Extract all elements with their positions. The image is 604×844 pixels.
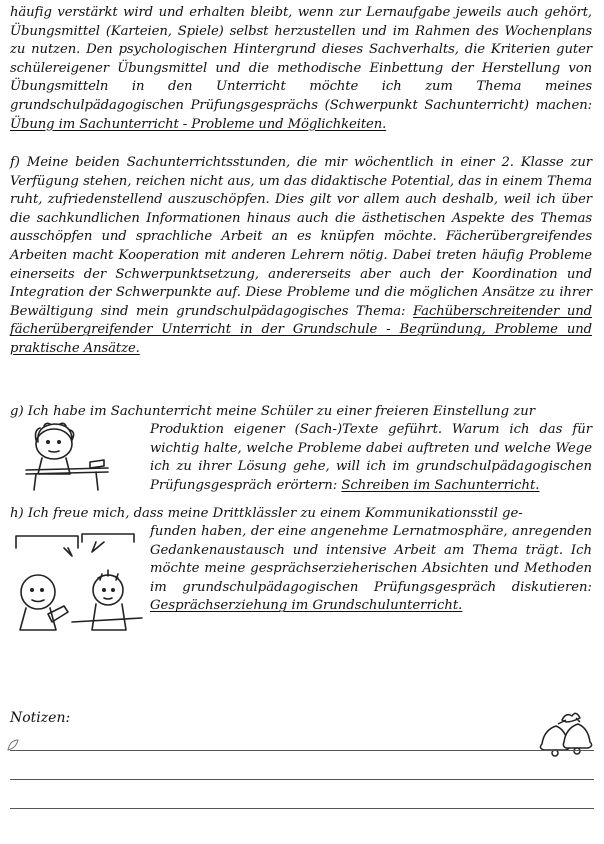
item-label: g) — [10, 404, 24, 419]
paragraph-f — [10, 154, 592, 359]
paragraph-e-continuation — [10, 4, 592, 134]
paragraph-text: Ich freue mich, dass meine Drittklässler zu einem Kommunikationsstil ge- — [27, 506, 523, 521]
paragraph-text: Ich habe im Sachunterricht meine Schüler zu einer freieren Einstellung zur — [27, 404, 536, 419]
paragraph-g-body — [150, 421, 592, 495]
bells-icon — [536, 708, 598, 768]
paragraph-text: Produktion eigener (Sach-)Texte geführt. Warum ich das für wichtig halte, welche Probleme dabei auftreten und welche Wege ich zu ihrer Lösung gehe, will ich im grundschulpädagogischen Prüfungsgespräch erörtern: — [150, 422, 592, 493]
notes-line — [10, 750, 594, 751]
notes-line — [10, 808, 594, 809]
notes-label: Notizen: — [10, 710, 71, 726]
girl-at-desk-illustration — [20, 420, 112, 492]
topic-title: Fachüberschreitender und fächerübergreifender Unterricht in der Grundschule - Begründung, Probleme und praktische Ansätze. — [10, 303, 592, 356]
paragraph-text: häufig verstärkt wird und erhalten bleibt, wenn zur Lernaufgabe jeweils auch gehört, Übungsmittel (Karteien, Spiele) selbst herzustellen und im Rahmen des Wochenplans zu nutzen. Den psychologischen Hintergrund dieses Sachverhalts, die Kriterien guter schülereigener Übungsmittel und die methodische Einbettung der Herstellung von Übungsmitteln in den Unterricht möchte ich zum Thema meines grundschulpädagogischen Prüfungsgesprächs (Schwerpunkt Sachunterricht) machen: — [10, 5, 592, 113]
paragraph-text: funden haben, der eine angenehme Lernatmosphäre, anregenden Gedankenaustausch und intensive Arbeit am Thema trägt. Ich möchte meine gesprächserzieherischen Absichten und Methoden im grundschulpädagogischen Prüfungsgespräch diskutieren: — [150, 524, 592, 595]
notes-line — [10, 779, 594, 780]
paragraph-g-first-line — [10, 403, 592, 422]
item-label: f) — [10, 155, 20, 170]
paragraph-h-first-line — [10, 505, 592, 524]
topic-title: Gesprächserziehung im Grundschulunterricht. — [150, 598, 463, 614]
small-leaf-icon — [6, 738, 20, 754]
topic-title: Übung im Sachunterricht - Probleme und Möglichkeiten. — [10, 116, 387, 132]
two-kids-talking-illustration — [12, 530, 144, 636]
item-label: h) — [10, 506, 24, 521]
topic-title: Schreiben im Sachunterricht. — [341, 477, 540, 493]
paragraph-text: Meine beiden Sachunterrichtsstunden, die mir wöchentlich in einer 2. Klasse zur Verfügung stehen, reichen nicht aus, um das didaktische Potential, das in einem Thema ruht, zufriedenstellend auszuschöpfen. Dies gilt vor allem auch deshalb, weil ich über die sachkundlichen Informationen hinaus auch die ästhetischen Aspekte des Themas ausschöpfen und sprachliche Arbeit an es knüpfen möchte. Fächerübergreifendes Arbeiten macht Kooperation mit anderen Lehrern nötig. Dabei treten häufig Probleme einerseits der Schwerpunktsetzung, andererseits aber auch der Koordination und Integration der Schwerpunkte auf. Diese Probleme und die möglichen Ansätze zu ihrer Bewältigung sind mein grundschulpädagogisches Thema: — [10, 155, 592, 319]
paragraph-h-body — [150, 523, 592, 616]
